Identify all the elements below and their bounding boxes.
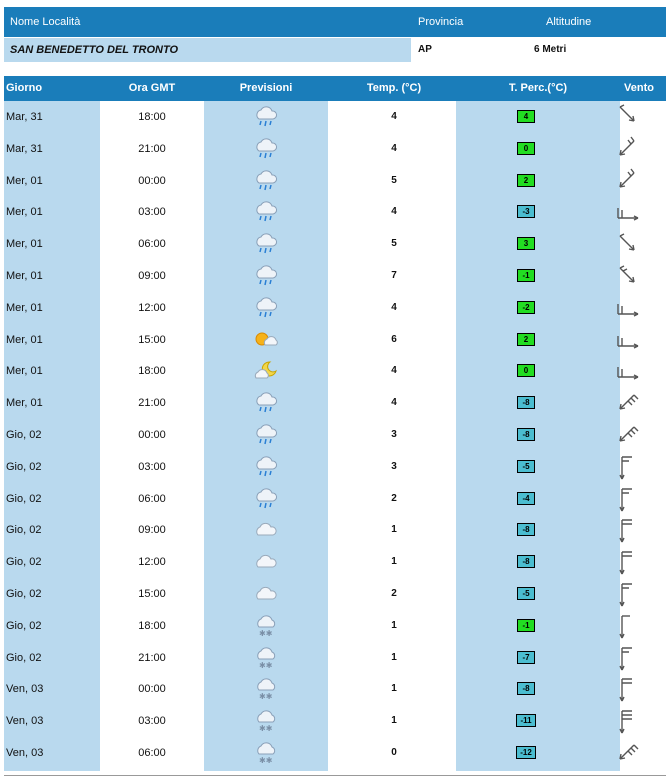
perceived-cell xyxy=(456,196,620,228)
cloud-icon xyxy=(204,514,328,546)
cloud-icon xyxy=(204,578,328,610)
province-value: AP xyxy=(418,44,432,55)
perceived-badge: 2 xyxy=(517,333,535,346)
time-cell: 03:00 xyxy=(138,715,166,728)
day-cell: Mer, 01 xyxy=(6,206,43,219)
rain-cloud-icon xyxy=(204,451,328,483)
snow-cloud-icon xyxy=(204,737,328,769)
time-cell: 18:00 xyxy=(138,365,166,378)
time-cell: 06:00 xyxy=(138,747,166,759)
table-row xyxy=(4,451,666,483)
time-cell: 21:00 xyxy=(138,397,166,410)
location-header xyxy=(4,7,666,37)
rain-cloud-icon xyxy=(204,483,328,515)
wind-arrow-icon xyxy=(614,546,664,578)
time-cell: 15:00 xyxy=(138,588,166,600)
perceived-badge: -8 xyxy=(517,523,535,536)
perceived-badge: -8 xyxy=(517,682,535,695)
time-cell: 12:00 xyxy=(138,556,166,569)
sun-cloud-icon xyxy=(204,324,328,356)
perceived-cell xyxy=(456,642,620,674)
table-row xyxy=(4,133,666,165)
moon-cloud-icon xyxy=(204,355,328,387)
time-cell: 03:00 xyxy=(138,460,166,473)
rain-cloud-icon xyxy=(204,292,328,324)
wind-arrow-icon xyxy=(614,642,664,674)
temp-cell: 3 xyxy=(391,460,397,472)
wind-arrow-icon xyxy=(614,737,664,769)
rain-cloud-icon xyxy=(204,133,328,165)
table-row xyxy=(4,292,666,324)
perceived-badge: -11 xyxy=(516,714,536,727)
wind-arrow-icon xyxy=(614,260,664,292)
time-column-header: Ora GMT xyxy=(128,82,176,94)
wind-arrow-icon xyxy=(614,133,664,165)
perceived-cell xyxy=(456,133,620,165)
perceived-cell xyxy=(456,419,620,451)
table-row xyxy=(4,419,666,451)
table-row xyxy=(4,673,666,705)
table-row xyxy=(4,387,666,419)
rain-cloud-icon xyxy=(204,419,328,451)
table-row xyxy=(4,737,666,769)
perceived-cell xyxy=(456,483,620,515)
wind-arrow-icon xyxy=(614,355,664,387)
day-cell: Mer, 01 xyxy=(6,301,43,314)
temp-cell: 5 xyxy=(391,174,397,186)
day-cell: Mer, 01 xyxy=(6,174,43,187)
table-row xyxy=(4,196,666,228)
perceived-badge: -5 xyxy=(517,460,535,473)
temp-cell: 6 xyxy=(391,333,397,345)
perceived-cell xyxy=(456,673,620,705)
perceived-cell xyxy=(456,260,620,292)
perceived-cell xyxy=(456,514,620,546)
wind-arrow-icon xyxy=(614,514,664,546)
wind-arrow-icon xyxy=(614,324,664,356)
day-cell: Gio, 02 xyxy=(6,651,42,664)
temp-cell: 1 xyxy=(391,524,397,536)
table-row xyxy=(4,514,666,546)
svg-text:✱✱: ✱✱ xyxy=(259,660,273,670)
svg-text:✱✱: ✱✱ xyxy=(259,628,273,638)
location-name: SAN BENEDETTO DEL TRONTO xyxy=(4,38,411,62)
province-header: Provincia xyxy=(418,16,464,28)
svg-text:✱✱: ✱✱ xyxy=(259,692,273,702)
table-row xyxy=(4,578,666,610)
perceived-cell xyxy=(456,578,620,610)
table-row xyxy=(4,546,666,578)
perceived-badge: 4 xyxy=(517,110,535,123)
time-cell: 06:00 xyxy=(138,238,166,251)
day-cell: Gio, 02 xyxy=(6,588,42,600)
day-cell: Gio, 02 xyxy=(6,492,42,505)
perceived-badge: -2 xyxy=(517,301,535,314)
temp-cell: 4 xyxy=(391,365,397,377)
wind-arrow-icon xyxy=(614,419,664,451)
perceived-badge: 2 xyxy=(517,174,535,187)
perceived-badge: 0 xyxy=(517,364,535,377)
temp-cell: 4 xyxy=(391,111,397,122)
wind-arrow-icon xyxy=(614,101,664,133)
temp-cell: 1 xyxy=(391,683,397,695)
perceived-cell xyxy=(456,355,620,387)
temp-cell: 1 xyxy=(391,715,397,727)
location-row xyxy=(4,38,666,62)
rain-cloud-icon xyxy=(204,260,328,292)
svg-text:✱✱: ✱✱ xyxy=(259,724,273,734)
perceived-badge: -12 xyxy=(516,746,536,759)
time-cell: 15:00 xyxy=(138,333,166,346)
perceived-cell xyxy=(456,101,620,133)
perceived-cell xyxy=(456,387,620,419)
perceived-cell xyxy=(456,292,620,324)
time-cell: 12:00 xyxy=(138,301,166,314)
forecast-table-header xyxy=(4,76,666,101)
perceived-badge: 0 xyxy=(517,142,535,155)
perceived-badge: -4 xyxy=(517,492,535,505)
table-row xyxy=(4,165,666,197)
day-cell: Mer, 01 xyxy=(6,270,43,282)
perceived-badge: -3 xyxy=(517,205,535,218)
temp-column-header: Temp. (°C) xyxy=(366,82,422,94)
snow-cloud-icon xyxy=(204,705,328,737)
perceived-badge: -8 xyxy=(517,396,535,409)
day-cell: Mer, 01 xyxy=(6,365,43,378)
day-cell: Gio, 02 xyxy=(6,429,42,441)
wind-arrow-icon xyxy=(614,673,664,705)
day-cell: Mer, 01 xyxy=(6,397,43,410)
time-cell: 00:00 xyxy=(138,174,166,187)
perceived-cell xyxy=(456,546,620,578)
table-row xyxy=(4,324,666,356)
temp-cell: 7 xyxy=(391,270,397,281)
day-cell: Mar, 31 xyxy=(6,142,43,155)
time-cell: 06:00 xyxy=(138,492,166,505)
temp-cell: 4 xyxy=(391,397,397,409)
day-cell: Mer, 01 xyxy=(6,238,43,251)
time-cell: 21:00 xyxy=(138,142,166,155)
rain-cloud-icon xyxy=(204,387,328,419)
day-cell: Ven, 03 xyxy=(6,683,44,696)
perceived-badge: -5 xyxy=(517,587,535,600)
wind-arrow-icon xyxy=(614,705,664,737)
perceived-badge: -1 xyxy=(517,269,535,282)
temp-cell: 4 xyxy=(391,301,397,313)
wind-arrow-icon xyxy=(614,387,664,419)
day-cell: Mer, 01 xyxy=(6,333,43,346)
table-row xyxy=(4,610,666,642)
temp-cell: 5 xyxy=(391,238,397,250)
cloud-icon xyxy=(204,546,328,578)
perceived-column-header: T. Perc.(°C) xyxy=(508,82,568,94)
temp-cell: 1 xyxy=(391,556,397,568)
rain-cloud-icon xyxy=(204,101,328,133)
table-row xyxy=(4,705,666,737)
time-cell: 18:00 xyxy=(138,619,166,632)
temp-cell: 1 xyxy=(391,619,397,631)
perceived-cell xyxy=(456,705,620,737)
table-bottom-divider xyxy=(4,775,666,776)
perceived-cell xyxy=(456,451,620,483)
rain-cloud-icon xyxy=(204,228,328,260)
temp-cell: 2 xyxy=(391,492,397,504)
svg-text:✱✱: ✱✱ xyxy=(259,756,273,765)
time-cell: 03:00 xyxy=(138,206,166,219)
perceived-cell xyxy=(456,610,620,642)
wind-arrow-icon xyxy=(614,196,664,228)
day-column-header: Giorno xyxy=(6,82,43,94)
altitude-header: Altitudine xyxy=(546,16,592,28)
perceived-cell xyxy=(456,324,620,356)
forecast-column-header: Previsioni xyxy=(239,82,293,94)
table-row xyxy=(4,228,666,260)
snow-cloud-icon xyxy=(204,673,328,705)
perceived-badge: 3 xyxy=(517,237,535,250)
temp-cell: 4 xyxy=(391,142,397,154)
wind-arrow-icon xyxy=(614,165,664,197)
perceived-badge: -7 xyxy=(517,651,535,664)
day-cell: Gio, 02 xyxy=(6,619,42,632)
day-cell: Ven, 03 xyxy=(6,747,44,759)
perceived-cell xyxy=(456,737,620,769)
wind-arrow-icon xyxy=(614,292,664,324)
time-cell: 00:00 xyxy=(138,429,166,441)
temp-cell: 3 xyxy=(391,429,397,440)
table-row xyxy=(4,101,666,133)
wind-arrow-icon xyxy=(614,228,664,260)
temp-cell: 1 xyxy=(391,651,397,663)
snow-cloud-icon xyxy=(204,642,328,674)
wind-arrow-icon xyxy=(614,578,664,610)
altitude-value: 6 Metri xyxy=(534,44,567,55)
time-cell: 21:00 xyxy=(138,651,166,664)
perceived-badge: -1 xyxy=(517,619,535,632)
temp-cell: 2 xyxy=(391,588,397,599)
perceived-cell xyxy=(456,228,620,260)
day-cell: Gio, 02 xyxy=(6,556,42,569)
rain-cloud-icon xyxy=(204,196,328,228)
table-row xyxy=(4,483,666,515)
wind-column-header: Vento xyxy=(624,82,654,94)
day-cell: Gio, 02 xyxy=(6,460,42,473)
wind-arrow-icon xyxy=(614,610,664,642)
day-cell: Mar, 31 xyxy=(6,111,43,123)
rain-cloud-icon xyxy=(204,165,328,197)
perceived-badge: -8 xyxy=(517,555,535,568)
location-name-header: Nome Località xyxy=(10,16,81,28)
day-cell: Ven, 03 xyxy=(6,715,44,728)
perceived-cell xyxy=(456,165,620,197)
table-row xyxy=(4,260,666,292)
time-cell: 00:00 xyxy=(138,683,166,696)
time-cell: 09:00 xyxy=(138,270,166,282)
table-row xyxy=(4,642,666,674)
temp-cell: 0 xyxy=(391,747,397,758)
wind-arrow-icon xyxy=(614,451,664,483)
time-cell: 18:00 xyxy=(138,111,166,123)
perceived-badge: -8 xyxy=(517,428,535,441)
wind-arrow-icon xyxy=(614,483,664,515)
table-row xyxy=(4,355,666,387)
time-cell: 09:00 xyxy=(138,524,166,537)
temp-cell: 4 xyxy=(391,206,397,218)
snow-cloud-icon xyxy=(204,610,328,642)
day-cell: Gio, 02 xyxy=(6,524,42,537)
